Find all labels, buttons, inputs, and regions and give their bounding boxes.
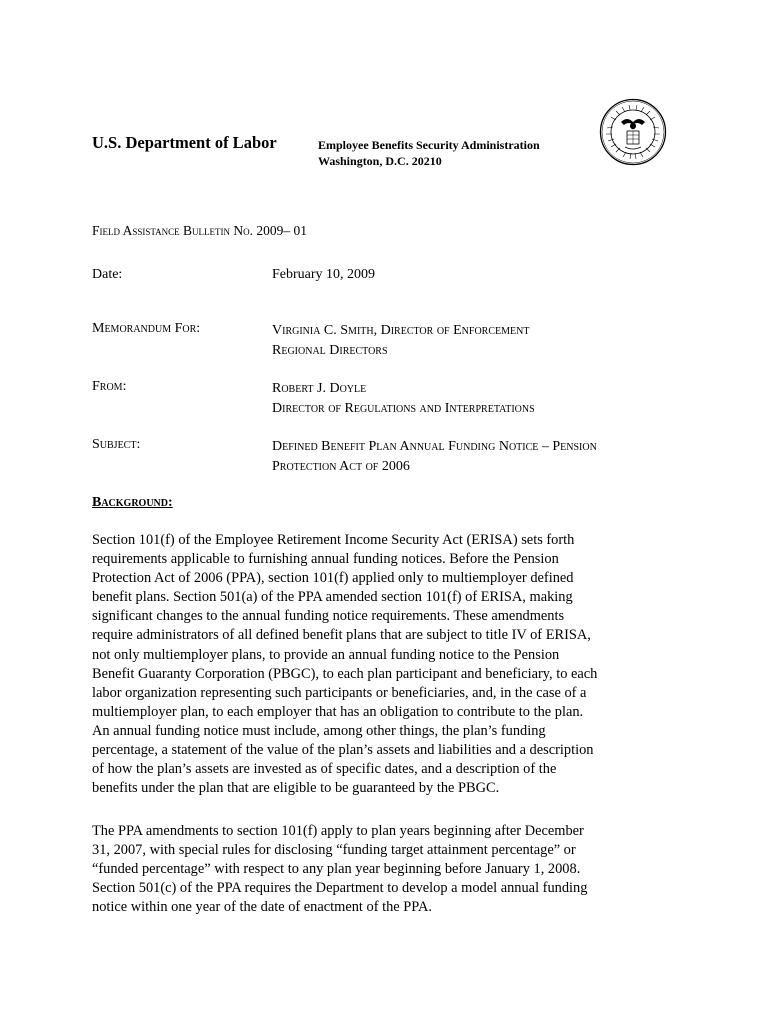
paragraph-line: significant changes to the annual funding notice requirements. These amendments xyxy=(92,608,565,625)
agency-city: Washington, D.C. 20210 xyxy=(318,154,442,168)
from-label: From: xyxy=(92,379,127,394)
paragraph-line: The PPA amendments to section 101(f) apply to plan years beginning after December xyxy=(92,823,584,839)
date-label: Date: xyxy=(92,267,123,282)
paragraph-line: 31, 2007, with special rules for disclosing “funding target attainment percentage” or xyxy=(92,842,576,859)
subject-line-2: Protection Act of 2006 xyxy=(272,459,410,474)
paragraph-line: of how the plan’s assets are invested as of specific dates, and a description of the xyxy=(92,761,557,778)
paragraph-line: Section 101(f) of the Employee Retirement Income Security Act (ERISA) sets forth xyxy=(92,532,575,548)
paragraph-line: Benefit Guaranty Corporation (PBGC), to each plan participant and beneficiary, to each xyxy=(92,665,598,682)
memorandum-for-value xyxy=(272,321,529,361)
paragraph-line: benefit plans. Section 501(a) of the PPA amended section 101(f) of ERISA, making xyxy=(92,589,573,606)
department-name: U.S. Department of Labor xyxy=(92,133,277,152)
sender-title: Director of Regulations and Interpretations xyxy=(272,401,535,416)
agency-address xyxy=(318,137,540,169)
paragraph-line: benefits under the plan that are eligible to be guaranteed by the PBGC. xyxy=(92,780,500,797)
recipient-line-1: Virginia C. Smith, Director of Enforcement xyxy=(272,323,530,338)
paragraph-line: “funded percentage” with respect to any plan year beginning before January 1, 2008. xyxy=(92,861,581,878)
dol-seal-icon xyxy=(599,98,667,166)
paragraph-line: percentage, a statement of the value of the plan’s assets and liabilities and a description xyxy=(92,742,594,759)
bulletin-title: Field Assistance Bulletin No. 2009– 01 xyxy=(92,223,308,238)
paragraph-line: require administrators of all defined benefit plans that are subject to title IV of ERISA, xyxy=(92,627,591,644)
recipient-line-2: Regional Directors xyxy=(272,343,388,358)
sender-name: Robert J. Doyle xyxy=(272,381,367,396)
memorandum-for-label: Memorandum For: xyxy=(92,321,201,336)
paragraph-line: requirements applicable to furnishing annual funding notices. Before the Pension xyxy=(92,551,559,568)
paragraph-line: An annual funding notice must include, among other things, the plan’s funding xyxy=(92,722,546,739)
paragraph-line: not only multiemployer plans, to provide an annual funding notice to the Pension xyxy=(92,646,560,663)
agency-name: Employee Benefits Security Administration xyxy=(318,138,540,152)
date-value: February 10, 2009 xyxy=(272,267,376,282)
subject-value xyxy=(272,437,597,477)
background-heading: Background: xyxy=(92,495,173,510)
paragraph-line: Section 501(c) of the PPA requires the Department to develop a model annual funding xyxy=(92,880,588,897)
from-value xyxy=(272,379,535,419)
paragraph-line: Protection Act of 2006 (PPA), section 101(f) applied only to multiemployer defined xyxy=(92,570,574,587)
subject-label: Subject: xyxy=(92,437,141,452)
subject-line-1: Defined Benefit Plan Annual Funding Notice – Pension xyxy=(272,439,597,454)
background-paragraph-2 xyxy=(92,822,682,917)
background-paragraph-1 xyxy=(92,531,682,798)
paragraph-line: labor organization representing such participants or beneficiaries, and, in the case of a xyxy=(92,684,587,701)
paragraph-line: multiemployer plan, to each employer that has an obligation to contribute to the plan. xyxy=(92,703,584,720)
paragraph-line: notice within one year of the date of enactment of the PPA. xyxy=(92,899,432,916)
